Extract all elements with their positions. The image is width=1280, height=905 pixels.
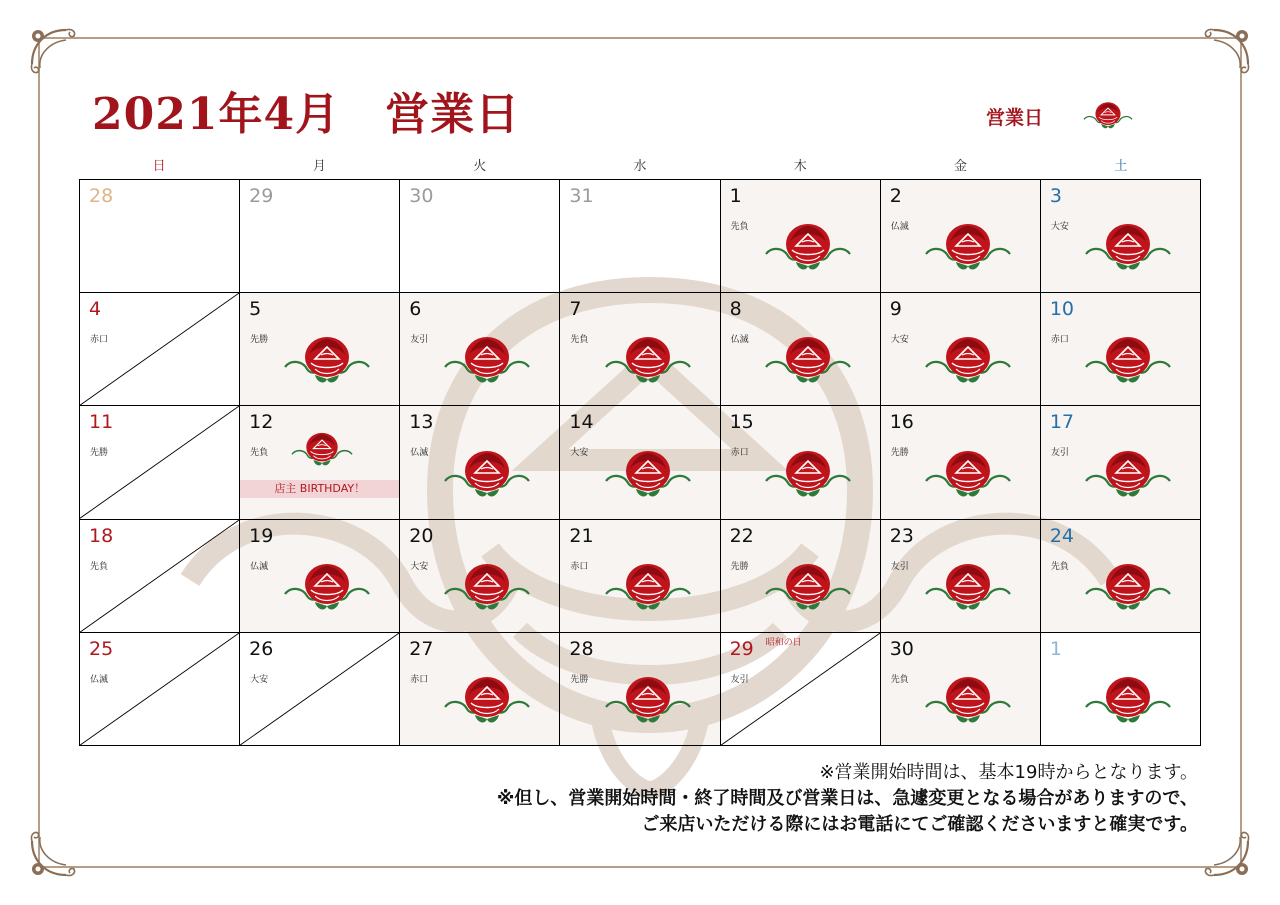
calendar-day-cell bbox=[560, 293, 720, 406]
rokuyo-label: 先負 bbox=[1050, 561, 1069, 572]
calendar-day-cell bbox=[721, 293, 881, 406]
rokuyo-label: 仏滅 bbox=[730, 335, 749, 346]
day-number: 28 bbox=[569, 637, 594, 660]
day-number: 16 bbox=[889, 411, 914, 434]
note-line: ご来店いただける際にはお電話にてご確認くださいますと確実です。 bbox=[641, 814, 1198, 835]
rose-icon bbox=[281, 560, 373, 616]
rose-icon bbox=[762, 447, 854, 503]
note-line: ※営業開始時間は、基本19時からとなります。 bbox=[819, 762, 1198, 783]
calendar-day-cell bbox=[240, 406, 400, 519]
rokuyo-label: 赤口 bbox=[1050, 335, 1069, 346]
day-number: 29 bbox=[249, 185, 274, 207]
rokuyo-label: 赤口 bbox=[90, 335, 109, 346]
rose-icon bbox=[922, 673, 1014, 729]
day-number: 3 bbox=[1049, 185, 1062, 207]
calendar-day-cell bbox=[1041, 520, 1201, 633]
day-number: 17 bbox=[1049, 411, 1075, 434]
rokuyo-label: 仏滅 bbox=[890, 222, 909, 232]
corner-ornament-icon bbox=[1200, 827, 1254, 881]
rokuyo-label: 友引 bbox=[730, 674, 749, 685]
day-number: 14 bbox=[569, 411, 594, 434]
rokuyo-label: 先負 bbox=[90, 561, 109, 572]
rose-icon bbox=[922, 220, 1014, 276]
calendar-day-cell bbox=[721, 180, 881, 293]
weekday-label: 水 bbox=[633, 159, 647, 174]
rose-icon bbox=[602, 560, 694, 616]
rose-icon bbox=[1082, 673, 1174, 729]
page-title: 2021年4月 営業日 bbox=[92, 89, 521, 140]
rokuyo-label: 先負 bbox=[250, 448, 269, 459]
calendar-day-cell bbox=[240, 180, 400, 293]
calendar-day-cell bbox=[240, 293, 400, 406]
day-number: 27 bbox=[409, 637, 434, 660]
calendar-day-cell bbox=[1041, 633, 1201, 746]
weekday-label: 火 bbox=[473, 159, 487, 174]
rose-icon bbox=[1082, 220, 1174, 276]
day-number: 10 bbox=[1049, 298, 1075, 321]
rokuyo-label: 先勝 bbox=[730, 561, 749, 572]
rose-icon bbox=[1082, 560, 1174, 616]
rokuyo-label: 友引 bbox=[890, 561, 909, 572]
day-number: 25 bbox=[89, 637, 114, 660]
legend-label: 営業日 bbox=[986, 106, 1044, 129]
rokuyo-label: 仏滅 bbox=[410, 448, 429, 459]
day-number: 12 bbox=[249, 411, 274, 434]
calendar-day-cell bbox=[881, 293, 1041, 406]
day-number: 11 bbox=[89, 411, 114, 434]
weekday-label: 木 bbox=[793, 159, 807, 174]
day-number: 1 bbox=[729, 185, 742, 207]
day-number: 2 bbox=[889, 185, 902, 207]
rokuyo-label: 大安 bbox=[890, 335, 909, 346]
calendar-day-cell bbox=[1041, 406, 1201, 519]
day-number: 21 bbox=[569, 524, 594, 547]
rose-icon bbox=[441, 560, 533, 616]
corner-ornament-icon bbox=[1200, 24, 1254, 78]
rose-icon bbox=[1082, 333, 1174, 389]
calendar-day-cell bbox=[560, 520, 720, 633]
rokuyo-label: 先負 bbox=[570, 335, 589, 346]
notes bbox=[497, 760, 1198, 838]
rokuyo-label: 先勝 bbox=[90, 448, 109, 459]
day-number: 28 bbox=[89, 185, 114, 207]
calendar-day-cell bbox=[560, 633, 720, 746]
calendar-day-cell bbox=[400, 180, 560, 293]
rokuyo-label: 仏滅 bbox=[250, 561, 269, 572]
calendar-day-cell bbox=[881, 180, 1041, 293]
rose-icon bbox=[922, 560, 1014, 616]
calendar-day-cell bbox=[400, 633, 560, 746]
rokuyo-label: 大安 bbox=[250, 674, 269, 685]
weekday-label: 金 bbox=[954, 159, 968, 174]
corner-ornament-icon bbox=[26, 827, 80, 881]
rose-icon bbox=[922, 333, 1014, 389]
day-number: 29 bbox=[729, 637, 754, 660]
rokuyo-label: 友引 bbox=[1050, 448, 1069, 459]
rose-icon bbox=[762, 220, 854, 276]
rokuyo-label: 仏滅 bbox=[90, 674, 109, 685]
rose-icon bbox=[285, 430, 359, 470]
calendar-day-cell bbox=[560, 180, 720, 293]
day-number: 30 bbox=[409, 185, 434, 207]
calendar-day-cell bbox=[80, 633, 240, 746]
day-number: 26 bbox=[249, 637, 274, 660]
calendar-day-cell bbox=[881, 633, 1041, 746]
rose-icon bbox=[281, 333, 373, 389]
day-number: 24 bbox=[1049, 524, 1075, 547]
legend bbox=[986, 100, 1137, 132]
day-number: 5 bbox=[249, 298, 262, 321]
day-number: 18 bbox=[89, 524, 114, 547]
day-number: 4 bbox=[89, 298, 102, 321]
rose-icon bbox=[441, 333, 533, 389]
rose-icon bbox=[922, 447, 1014, 503]
calendar-day-cell bbox=[881, 406, 1041, 519]
day-number: 23 bbox=[889, 524, 914, 547]
rose-icon bbox=[441, 447, 533, 503]
rose-icon bbox=[1079, 100, 1137, 132]
rokuyo-label: 赤口 bbox=[410, 674, 429, 685]
rokuyo-label: 先勝 bbox=[570, 674, 589, 685]
rokuyo-label: 友引 bbox=[410, 335, 429, 346]
rokuyo-label: 赤口 bbox=[730, 448, 749, 459]
day-number: 13 bbox=[409, 411, 434, 434]
calendar-day-cell bbox=[80, 520, 240, 633]
rokuyo-label: 大安 bbox=[570, 448, 589, 459]
calendar-day-cell bbox=[400, 293, 560, 406]
day-number: 22 bbox=[729, 524, 754, 547]
holiday-label: 昭和の日 bbox=[765, 637, 802, 648]
day-number: 7 bbox=[569, 298, 582, 321]
calendar-day-cell bbox=[881, 520, 1041, 633]
calendar-day-cell bbox=[240, 633, 400, 746]
day-number: 19 bbox=[249, 524, 274, 547]
rose-icon bbox=[602, 673, 694, 729]
note-line: ※但し、営業開始時間・終了時間及び営業日は、急遽変更となる場合がありますので、 bbox=[496, 788, 1198, 809]
rose-icon bbox=[762, 560, 854, 616]
day-number: 8 bbox=[729, 298, 742, 321]
weekday-label: 土 bbox=[1114, 159, 1128, 174]
rose-icon bbox=[1082, 447, 1174, 503]
calendar-day-cell bbox=[80, 180, 240, 293]
rose-icon bbox=[441, 673, 533, 729]
day-number: 1 bbox=[1049, 637, 1062, 660]
event-banner: 店主 BIRTHDAY！ bbox=[240, 480, 399, 498]
rokuyo-label: 先勝 bbox=[890, 448, 909, 459]
calendar-day-cell bbox=[400, 520, 560, 633]
weekday-label: 日 bbox=[152, 159, 166, 174]
calendar-day-cell bbox=[400, 406, 560, 519]
rokuyo-label: 大安 bbox=[410, 561, 429, 572]
calendar-day-cell bbox=[721, 633, 881, 746]
rokuyo-label: 先勝 bbox=[250, 335, 269, 346]
calendar-day-cell bbox=[721, 406, 881, 519]
calendar-day-cell bbox=[80, 293, 240, 406]
day-number: 30 bbox=[889, 637, 914, 660]
day-number: 6 bbox=[409, 298, 422, 321]
closed-day-slash bbox=[80, 293, 239, 405]
calendar-day-cell bbox=[240, 520, 400, 633]
day-number: 15 bbox=[729, 411, 754, 434]
rokuyo-label: 先負 bbox=[730, 222, 749, 232]
calendar-grid bbox=[79, 179, 1201, 746]
calendar-day-cell bbox=[721, 520, 881, 633]
rokuyo-label: 赤口 bbox=[570, 561, 589, 572]
calendar-day-cell bbox=[1041, 180, 1201, 293]
rose-icon bbox=[602, 447, 694, 503]
calendar-day-cell bbox=[80, 406, 240, 519]
rose-icon bbox=[762, 333, 854, 389]
rose-icon bbox=[602, 333, 694, 389]
day-number: 31 bbox=[569, 185, 594, 207]
day-number: 9 bbox=[889, 298, 902, 321]
weekday-label: 月 bbox=[312, 159, 326, 174]
calendar-day-cell bbox=[1041, 293, 1201, 406]
weekday-header bbox=[79, 155, 1201, 174]
calendar-day-cell bbox=[560, 406, 720, 519]
rokuyo-label: 大安 bbox=[1050, 222, 1069, 232]
rokuyo-label: 先負 bbox=[890, 674, 909, 685]
corner-ornament-icon bbox=[26, 24, 80, 78]
day-number: 20 bbox=[409, 524, 434, 547]
